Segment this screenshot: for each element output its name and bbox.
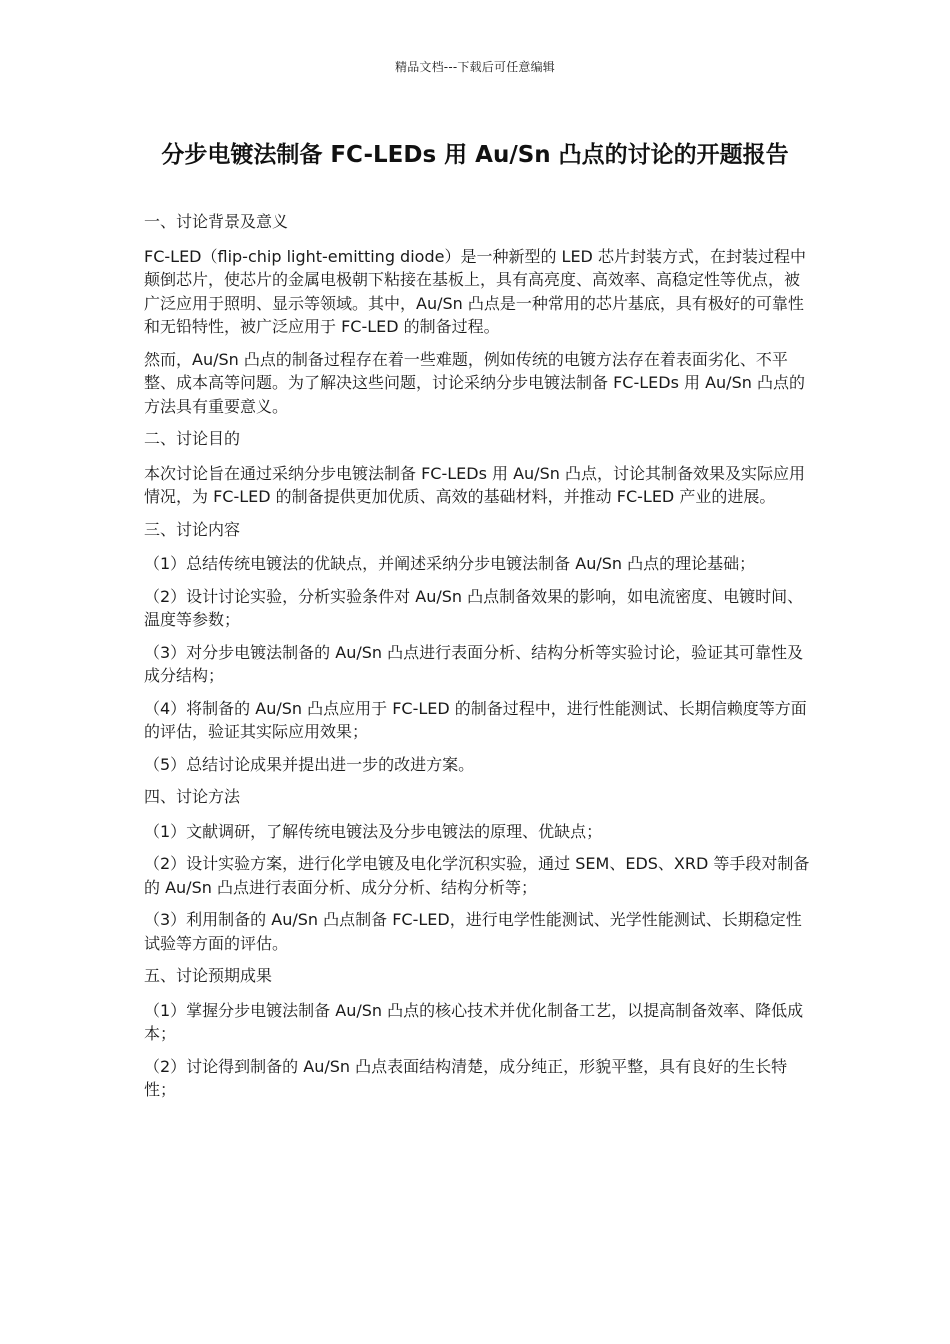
section-heading-background: 一、讨论背景及意义	[144, 212, 289, 231]
list-item: （1）总结传统电镀法的优缺点，并阐述采纳分步电镀法制备 Au/Sn 凸点的理论基础；	[144, 554, 756, 573]
list-item: （3）利用制备的 Au/Sn 凸点制备 FC-LED，进行电学性能测试、光学性能测试、长期稳定性试验等方面的评估。	[144, 910, 802, 953]
paragraph: 然而，Au/Sn 凸点的制备过程存在着一些难题，例如传统的电镀方法存在着表面劣化、不平整、成本高等问题。为了解决这些问题，讨论采纳分步电镀法制备 FC-LEDs 用 Au/Sn 凸点的方法具有重要意义。	[144, 349, 805, 416]
paragraph: FC-LED（flip-chip light-emitting diode）是一种新型的 LED 芯片封装方式，在封装过程中颠倒芯片，使芯片的金属电极朝下粘接在基板上，具有高亮度、高效率、高稳定性等优点，被广泛应用于照明、显示等领域。其中，Au/Sn 凸点是一种常用的芯片基底，具有极好的可靠性和无铅特性，被广泛应用于 FC-LED 的制备过程。	[144, 246, 806, 336]
document-body	[144, 210, 812, 1111]
list-item: （2）设计讨论实验，分析实验条件对 Au/Sn 凸点制备效果的影响，如电流密度、电镀时间、温度等参数；	[144, 586, 804, 629]
list-item: （2）讨论得到制备的 Au/Sn 凸点表面结构清楚，成分纯正，形貌平整，具有良好的生长特性；	[144, 1056, 788, 1099]
section-heading-expected-results: 五、讨论预期成果	[144, 966, 273, 985]
document-title: 分步电镀法制备 FC-LEDs 用 Au/Sn 凸点的讨论的开题报告	[161, 142, 789, 168]
list-item: （4）将制备的 Au/Sn 凸点应用于 FC-LED 的制备过程中，进行性能测试、长期信赖度等方面的评估，验证其实际应用效果；	[144, 698, 807, 741]
section-heading-purpose: 二、讨论目的	[144, 429, 241, 448]
paragraph: 本次讨论旨在通过采纳分步电镀法制备 FC-LEDs 用 Au/Sn 凸点，讨论其制备效果及实际应用情况，为 FC-LED 的制备提供更加优质、高效的基础材料，并推动 FC-LED 产业的进展。	[144, 463, 805, 506]
section-heading-method: 四、讨论方法	[144, 787, 241, 806]
list-item: （5）总结讨论成果并提出进一步的改进方案。	[144, 754, 475, 774]
list-item: （2）设计实验方案，进行化学电镀及电化学沉积实验，通过 SEM、EDS、XRD 等手段对制备的 Au/Sn 凸点进行表面分析、成分分析、结构分析等；	[144, 854, 810, 897]
list-item: （1）掌握分步电镀法制备 Au/Sn 凸点的核心技术并优化制备工艺，以提高制备效率、降低成本；	[144, 1000, 804, 1043]
list-item: （1）文献调研，了解传统电镀法及分步电镀法的原理、优缺点；	[144, 821, 603, 841]
section-heading-content: 三、讨论内容	[144, 519, 241, 539]
header-note: 精品文档---下载后可任意编辑	[395, 60, 555, 74]
list-item: （3）对分步电镀法制备的 Au/Sn 凸点进行表面分析、结构分析等实验讨论，验证其可靠性及成分结构；	[144, 642, 804, 685]
